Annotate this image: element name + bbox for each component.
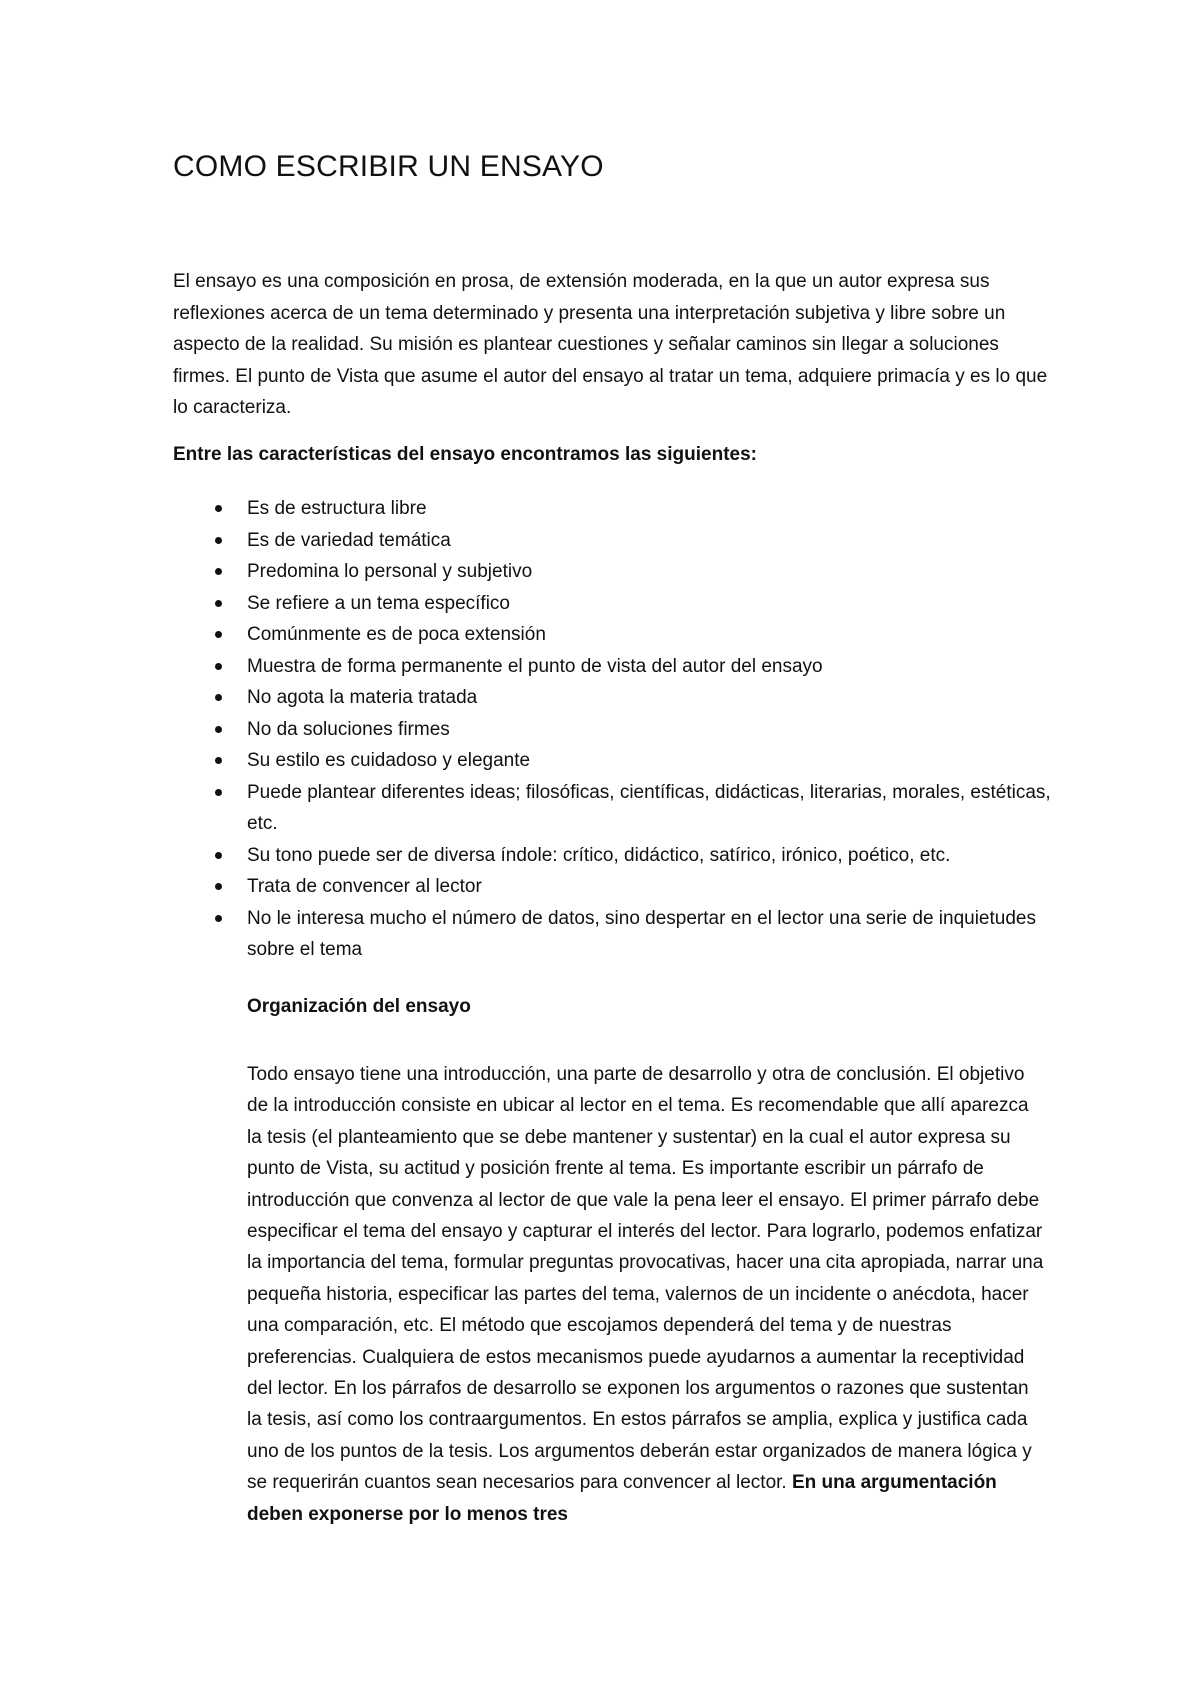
organization-paragraph [247, 1059, 1047, 1530]
bullet-icon [215, 915, 222, 922]
bullet-icon [215, 852, 222, 859]
bullet-icon [215, 694, 222, 701]
bullet-icon [215, 631, 222, 638]
list-item-text: No agota la materia tratada [247, 687, 478, 708]
list-item-text: Su estilo es cuidadoso y elegante [247, 750, 531, 771]
list-item [173, 682, 1053, 714]
organization-heading: Organización del ensayo [247, 996, 471, 1017]
bullet-icon [215, 505, 222, 512]
bullet-icon [215, 757, 222, 764]
list-item [173, 745, 1053, 777]
list-item [173, 525, 1053, 557]
list-item-text: Muestra de forma permanente el punto de vista del autor del ensayo [247, 655, 823, 677]
intro-paragraph: El ensayo es una composición en prosa, de extensión moderada, en la que un autor expresa sus reflexiones acerca de un tema determinado y presenta una interpretación subjetiva y libre sobre un aspecto de la realidad. Su misión es plantear cuestiones y señalar caminos sin llegar a soluciones firmes. El punto de Vista que asume el autor del ensayo al tratar un tema, adquiere primacía y es lo que lo caracteriza. [173, 271, 1048, 418]
list-item [173, 651, 1053, 683]
list-item-text: No le interesa mucho el número de datos, sino despertar en el lector una serie de inquietudes sobre el tema [247, 907, 1036, 960]
bullet-icon [215, 883, 222, 890]
bullet-icon [215, 568, 222, 575]
list-item-text: Predomina lo personal y subjetivo [247, 561, 533, 582]
list-item-text: Se refiere a un tema específico [247, 592, 510, 614]
organization-bold-text: En una argumentación deben exponerse por lo menos tres [247, 1472, 997, 1525]
organization-text: Todo ensayo tiene una introducción, una parte de desarrollo y otra de conclusión. El objetivo de la introducción consiste en ubicar al lector en el tema. Es recomendable que allí aparezca la tesis (el planteamiento que se debe mantener y sustentar) en la cual el autor expresa su punto de Vista, su actitud y posición frente al tema. Es importante escribir un párrafo de introducción que convenza al lector de que vale la pena leer el ensayo. El primer párrafo debe especificar el tema del ensayo y capturar el interés del lector. Para lograrlo, podemos enfatizar la importancia del tema, formular preguntas provocativas, hacer una cita apropiada, narrar una pequeña historia, especificar las partes del tema, valernos de un incidente o anécdota, hacer una comparación, etc. El método que escojamos dependerá del tema y de nuestras preferencias. Cualquiera de estos mecanismos puede ayudarnos a aumentar la receptividad del lector. En los párrafos de desarrollo se exponen los argumentos o razones que sustentan la tesis, así como los contraargumentos. En estos párrafos se amplia, explica y justifica cada uno de los puntos de la tesis. Los argumentos deberán estar organizados de manera lógica y se requerirán cuantos sean necesarios para convencer al lector. [247, 1064, 1044, 1494]
list-item-text: No da soluciones firmes [247, 718, 450, 740]
list-item-text: Es de estructura libre [247, 498, 427, 519]
list-item [173, 840, 1053, 872]
list-item-text: Es de variedad temática [247, 529, 451, 551]
list-item [173, 493, 1053, 525]
list-item-text: Comúnmente es de poca extensión [247, 624, 546, 645]
list-item [173, 556, 1053, 588]
characteristics-list [173, 493, 1053, 966]
list-item [173, 903, 1053, 966]
characteristics-heading: Entre las características del ensayo encontramos las siguientes: [173, 444, 757, 465]
page-title: COMO ESCRIBIR UN ENSAYO [173, 150, 604, 183]
list-item [173, 871, 1053, 903]
bullet-icon [215, 789, 222, 796]
bullet-icon [215, 600, 222, 607]
bullet-icon [215, 663, 222, 670]
list-item-text: Puede plantear diferentes ideas; filosóficas, científicas, didácticas, literarias, morales, estéticas, etc. [247, 781, 1051, 834]
list-item [173, 619, 1053, 651]
bullet-icon [215, 537, 222, 544]
list-item [173, 714, 1053, 746]
bullet-icon [215, 726, 222, 733]
list-item [173, 588, 1053, 620]
list-item [173, 777, 1053, 840]
list-item-text: Trata de convencer al lector [247, 876, 482, 897]
list-item-text: Su tono puede ser de diversa índole: crítico, didáctico, satírico, irónico, poético, etc. [247, 844, 951, 866]
